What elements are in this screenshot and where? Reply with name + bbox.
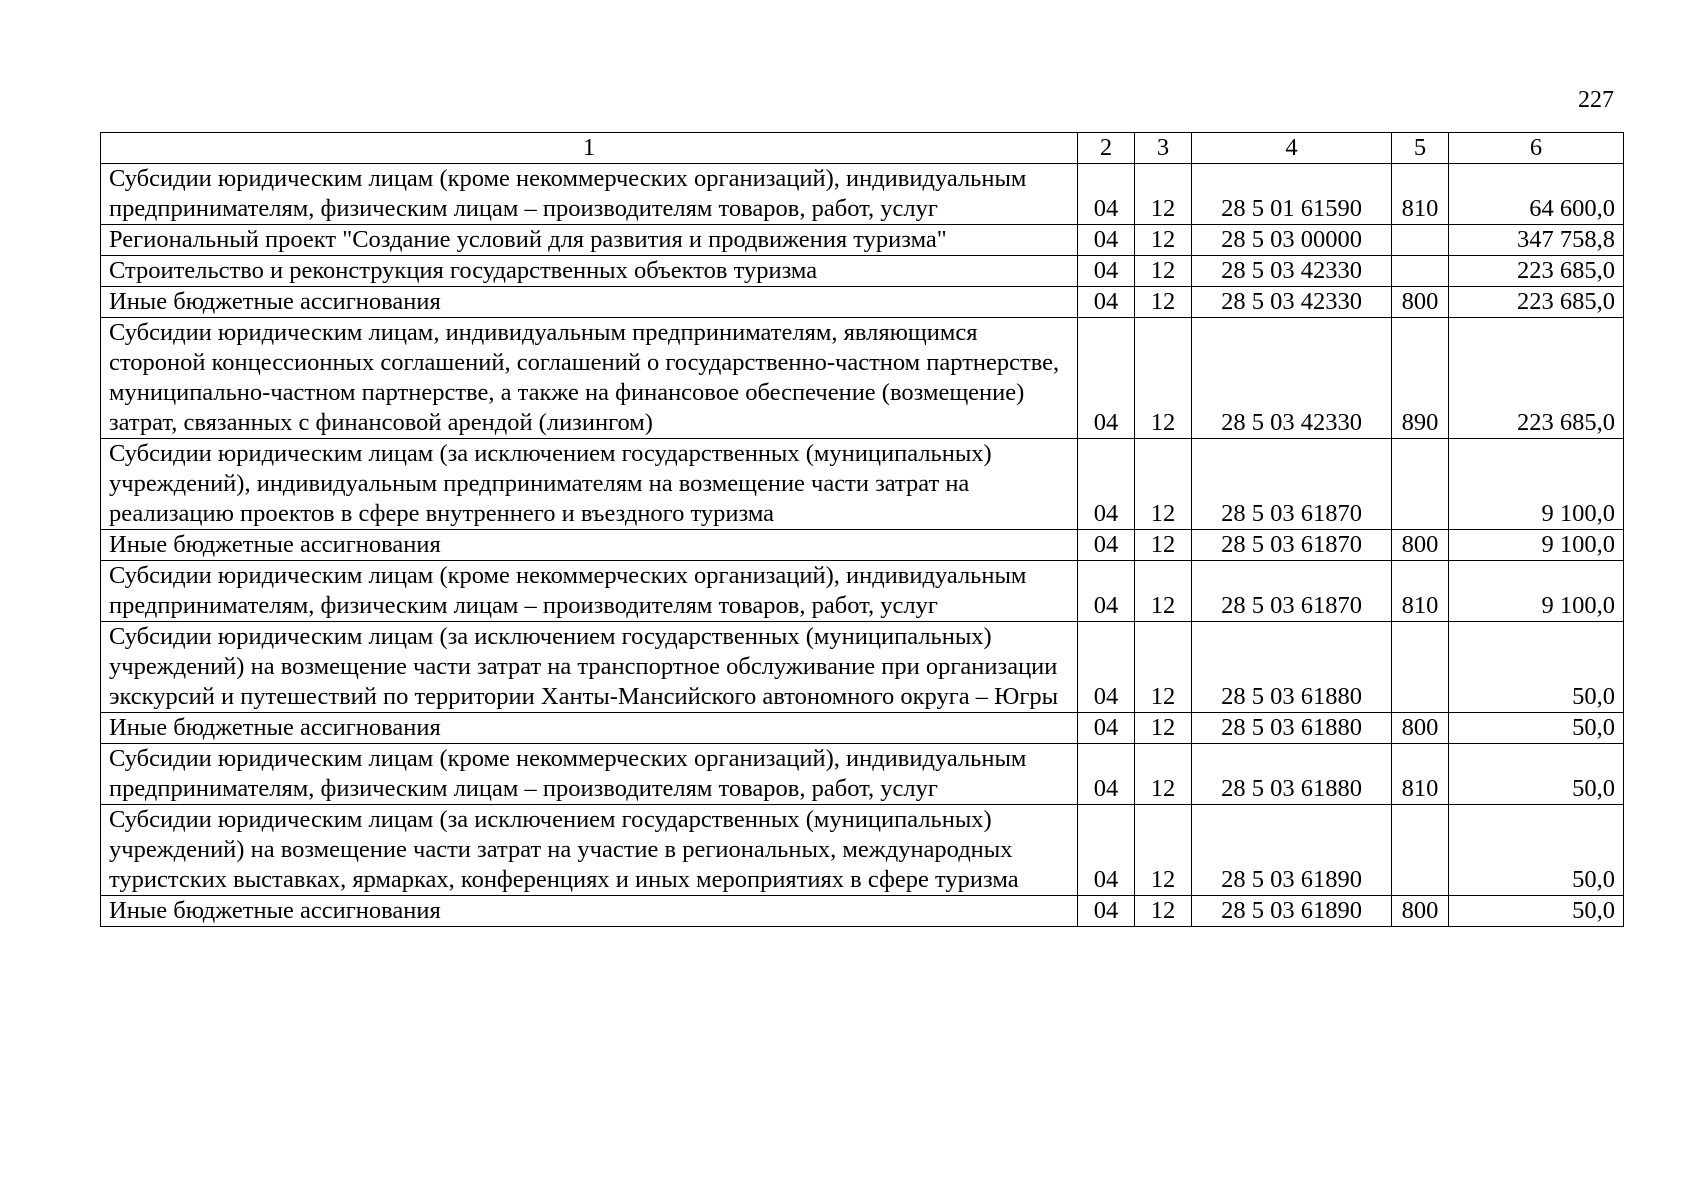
cell-name: Субсидии юридическим лицам (за исключением государственных (муниципальных) учреждений) на возмещение части затрат на участие в региональных, международных туристских выставках, ярмарках, конференциях и иных мероприятиях в сфере туризма [101,805,1078,896]
cell-name: Региональный проект "Создание условий для развития и продвижения туризма" [101,225,1078,256]
cell-expense-type [1392,256,1449,287]
cell-code: 28 5 03 42330 [1192,287,1392,318]
table-row [101,805,1624,896]
cell-name: Иные бюджетные ассигнования [101,530,1078,561]
cell-code: 28 5 03 61890 [1192,805,1392,896]
cell-section: 04 [1078,439,1135,530]
cell-code: 28 5 03 61870 [1192,561,1392,622]
cell-subsection: 12 [1135,561,1192,622]
cell-name: Иные бюджетные ассигнования [101,896,1078,927]
table-row [101,287,1624,318]
header-col-1: 1 [101,133,1078,164]
cell-subsection: 12 [1135,622,1192,713]
cell-section: 04 [1078,561,1135,622]
table-row [101,561,1624,622]
cell-subsection: 12 [1135,530,1192,561]
cell-subsection: 12 [1135,439,1192,530]
cell-name: Строительство и реконструкция государственных объектов туризма [101,256,1078,287]
cell-sum: 50,0 [1449,622,1624,713]
table-row [101,164,1624,225]
cell-expense-type: 800 [1392,713,1449,744]
cell-sum: 9 100,0 [1449,561,1624,622]
cell-subsection: 12 [1135,744,1192,805]
cell-sum: 223 685,0 [1449,318,1624,439]
cell-sum: 347 758,8 [1449,225,1624,256]
cell-code: 28 5 03 61880 [1192,713,1392,744]
cell-sum: 50,0 [1449,713,1624,744]
table-row [101,439,1624,530]
cell-name: Субсидии юридическим лицам (за исключением государственных (муниципальных) учреждений), индивидуальным предпринимателям на возмещение части затрат на реализацию проектов в сфере внутреннего и въездного туризма [101,439,1078,530]
table-row [101,744,1624,805]
cell-name: Субсидии юридическим лицам (кроме некоммерческих организаций), индивидуальным предпринимателям, физическим лицам – производителям товаров, работ, услуг [101,561,1078,622]
cell-sum: 223 685,0 [1449,287,1624,318]
header-col-5: 5 [1392,133,1449,164]
cell-expense-type: 810 [1392,561,1449,622]
cell-section: 04 [1078,530,1135,561]
cell-expense-type: 810 [1392,164,1449,225]
cell-code: 28 5 03 42330 [1192,318,1392,439]
table-row [101,256,1624,287]
cell-code: 28 5 03 00000 [1192,225,1392,256]
cell-subsection: 12 [1135,318,1192,439]
cell-code: 28 5 03 61870 [1192,530,1392,561]
cell-name: Субсидии юридическим лицам (кроме некоммерческих организаций), индивидуальным предпринимателям, физическим лицам – производителям товаров, работ, услуг [101,164,1078,225]
cell-expense-type [1392,805,1449,896]
table-row [101,896,1624,927]
cell-subsection: 12 [1135,287,1192,318]
table-row [101,530,1624,561]
cell-name: Иные бюджетные ассигнования [101,713,1078,744]
cell-code: 28 5 03 61880 [1192,744,1392,805]
cell-sum: 50,0 [1449,744,1624,805]
table-row [101,318,1624,439]
cell-section: 04 [1078,318,1135,439]
table-header-row [101,133,1624,164]
cell-subsection: 12 [1135,164,1192,225]
cell-section: 04 [1078,744,1135,805]
cell-sum: 64 600,0 [1449,164,1624,225]
cell-subsection: 12 [1135,256,1192,287]
cell-section: 04 [1078,225,1135,256]
cell-section: 04 [1078,256,1135,287]
header-col-4: 4 [1192,133,1392,164]
cell-section: 04 [1078,622,1135,713]
table-row [101,622,1624,713]
cell-subsection: 12 [1135,805,1192,896]
cell-code: 28 5 03 61880 [1192,622,1392,713]
cell-code: 28 5 03 61890 [1192,896,1392,927]
cell-name: Субсидии юридическим лицам, индивидуальным предпринимателям, являющимся стороной концессионных соглашений, соглашений о государственно-частном партнерстве, муниципально-частном партнерстве, а также на финансовое обеспечение (возмещение) затрат, связанных с финансовой арендой (лизингом) [101,318,1078,439]
cell-section: 04 [1078,287,1135,318]
cell-code: 28 5 03 61870 [1192,439,1392,530]
cell-name: Иные бюджетные ассигнования [101,287,1078,318]
header-col-3: 3 [1135,133,1192,164]
cell-expense-type: 810 [1392,744,1449,805]
cell-subsection: 12 [1135,713,1192,744]
cell-expense-type [1392,225,1449,256]
cell-expense-type: 800 [1392,530,1449,561]
cell-subsection: 12 [1135,896,1192,927]
cell-sum: 9 100,0 [1449,530,1624,561]
cell-expense-type: 800 [1392,896,1449,927]
cell-code: 28 5 03 42330 [1192,256,1392,287]
table-row [101,225,1624,256]
cell-section: 04 [1078,896,1135,927]
cell-code: 28 5 01 61590 [1192,164,1392,225]
cell-name: Субсидии юридическим лицам (за исключением государственных (муниципальных) учреждений) на возмещение части затрат на транспортное обслуживание при организации экскурсий и путешествий по территории Ханты-Мансийского автономного округа – Югры [101,622,1078,713]
cell-sum: 50,0 [1449,805,1624,896]
header-col-2: 2 [1078,133,1135,164]
cell-subsection: 12 [1135,225,1192,256]
table-body [101,164,1624,927]
cell-expense-type: 800 [1392,287,1449,318]
cell-section: 04 [1078,713,1135,744]
cell-section: 04 [1078,164,1135,225]
table-row [101,713,1624,744]
budget-table [100,132,1624,927]
cell-name: Субсидии юридическим лицам (кроме некоммерческих организаций), индивидуальным предпринимателям, физическим лицам – производителям товаров, работ, услуг [101,744,1078,805]
cell-sum: 50,0 [1449,896,1624,927]
cell-sum: 223 685,0 [1449,256,1624,287]
page-number: 227 [1578,87,1614,113]
header-col-6: 6 [1449,133,1624,164]
cell-expense-type: 890 [1392,318,1449,439]
cell-expense-type [1392,439,1449,530]
cell-section: 04 [1078,805,1135,896]
cell-sum: 9 100,0 [1449,439,1624,530]
cell-expense-type [1392,622,1449,713]
